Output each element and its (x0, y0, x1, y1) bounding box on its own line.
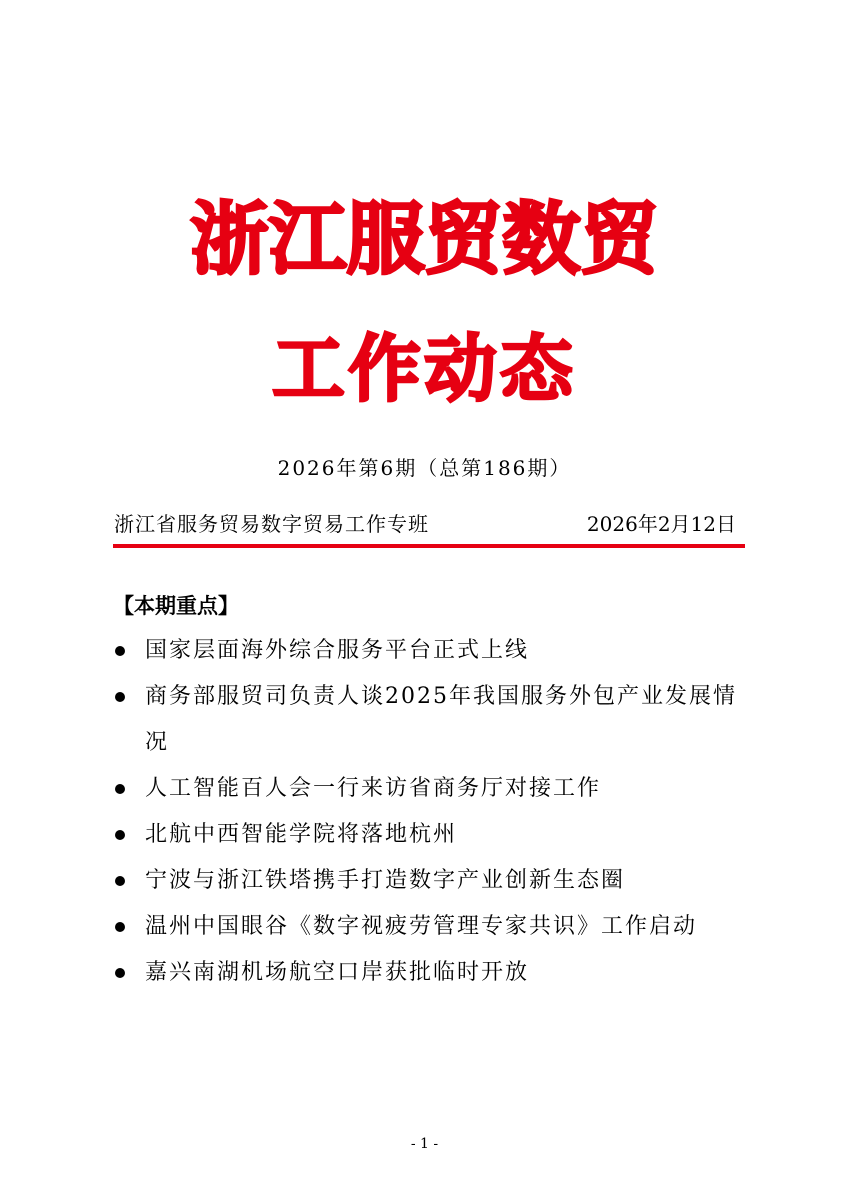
issue-number: 2026年第6期（总第186期） (277, 456, 572, 480)
highlight-text: 宁波与浙江铁塔携手打造数字产业创新生态圈 (145, 868, 626, 893)
highlight-item (113, 950, 749, 996)
bullet-dot-icon (115, 968, 125, 978)
highlight-text: 温州中国眼谷《数字视疲劳管理专家共识》工作启动 (145, 914, 698, 939)
page-number: - 1 - (410, 1136, 439, 1152)
bullet-dot-icon (115, 876, 125, 886)
red-divider (113, 544, 745, 548)
issuing-organization: 浙江省服务贸易数字贸易工作专班 (114, 512, 429, 536)
highlight-text: 北航中西智能学院将落地杭州 (145, 822, 458, 847)
highlight-item (113, 674, 749, 766)
bullet-dot-icon (115, 830, 125, 840)
highlight-item (113, 904, 749, 950)
bullet-dot-icon (115, 784, 125, 794)
highlight-item (113, 812, 749, 858)
highlight-item (113, 858, 749, 904)
highlight-item (113, 628, 749, 674)
highlight-text: 嘉兴南湖机场航空口岸获批临时开放 (145, 960, 530, 985)
issue-date: 2026年2月12日 (586, 512, 736, 536)
highlight-text: 国家层面海外综合服务平台正式上线 (145, 638, 530, 663)
highlight-item (113, 766, 749, 812)
bullet-dot-icon (115, 692, 125, 702)
highlight-text: 人工智能百人会一行来访省商务厅对接工作 (145, 776, 602, 801)
highlights-list (113, 628, 749, 996)
bullet-dot-icon (115, 922, 125, 932)
bullet-dot-icon (115, 646, 125, 656)
highlight-text: 商务部服贸司负责人谈2025年我国服务外包产业发展情况 (145, 684, 737, 755)
publication-subtitle: 工作动态 (272, 327, 577, 411)
highlights-heading: 【本期重点】 (113, 594, 239, 618)
publication-title: 浙江服贸数贸 (190, 195, 659, 285)
